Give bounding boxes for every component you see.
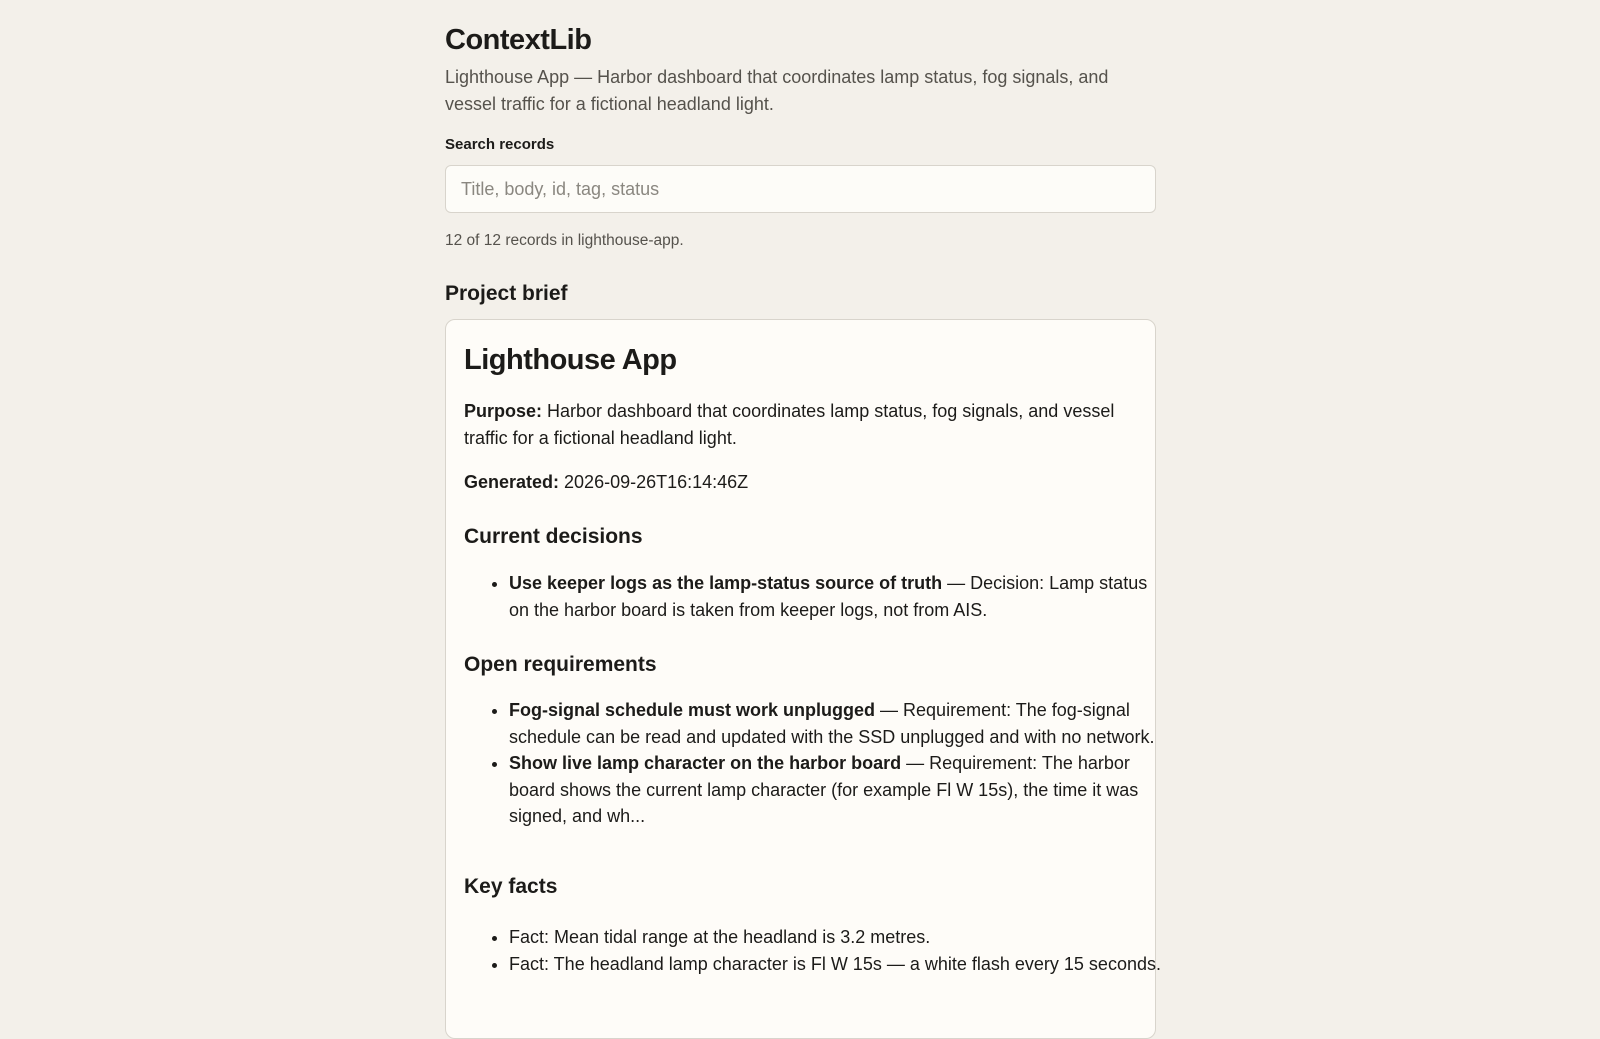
- list-item: • Fact: Mean tidal range at the headland is 3.2 metres.: [509, 924, 1163, 951]
- decision-text: — Decision: Lamp status on the harbor board is taken from keeper logs, not from AIS.: [509, 573, 1148, 620]
- requirement-text: — Requirement: The fog-signal schedule can be read and updated with the SSD unplugged and with no network.: [509, 700, 1155, 747]
- decisions-list: [464, 570, 1163, 623]
- brief-title: Lighthouse App: [464, 344, 677, 376]
- requirements-list: [464, 697, 1163, 830]
- list-item: [509, 750, 1163, 830]
- requirement-title: Fog-signal schedule must work unplugged: [509, 700, 876, 720]
- search-input[interactable]: [445, 165, 1156, 213]
- purpose-label: Purpose:: [464, 401, 543, 421]
- requirement-text: — Requirement: The harbor board shows the current lamp character (for example Fl W 15s), the time it was signed, and wh...: [509, 753, 1139, 826]
- list-item: [509, 697, 1163, 750]
- generated-label: Generated:: [464, 472, 560, 492]
- list-item: [509, 570, 1163, 623]
- facts-heading: Key facts: [464, 875, 558, 898]
- requirements-heading: Open requirements: [464, 653, 657, 676]
- section-heading-project-brief: Project brief: [445, 282, 568, 305]
- facts-list: [464, 924, 1163, 977]
- purpose-text: Harbor dashboard that coordinates lamp status, fog signals, and vessel traffic for a fictional headland light.: [464, 401, 1115, 448]
- app-subtitle: Lighthouse App — Harbor dashboard that coordinates lamp status, fog signals, and vessel traffic for a fictional headland light.: [445, 67, 1109, 114]
- generated-timestamp: 2026-09-26T16:14:46Z: [559, 472, 749, 492]
- record-count: 12 of 12 records in lighthouse-app.: [445, 232, 684, 249]
- purpose-line: [464, 398, 1136, 451]
- list-item: • Fact: The headland lamp character is Fl W 15s — a white flash every 15 seconds.: [509, 951, 1163, 978]
- search-label: Search records: [445, 136, 555, 153]
- decisions-heading: Current decisions: [464, 525, 643, 548]
- decision-title: Use keeper logs as the lamp-status source of truth: [509, 573, 943, 593]
- project-brief-card: [445, 319, 1161, 1039]
- requirement-title: Show live lamp character on the harbor board: [509, 753, 902, 773]
- generated-line: [464, 469, 1136, 496]
- app-title: ContextLib: [445, 24, 592, 56]
